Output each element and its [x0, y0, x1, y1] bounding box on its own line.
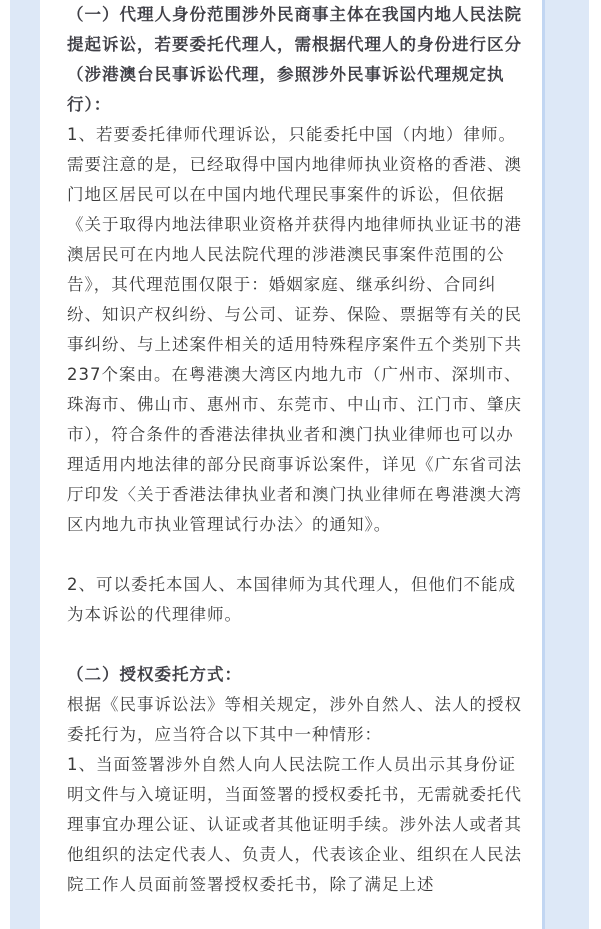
section-heading-agent-scope: （一）代理人身份范围涉外民商事主体在我国内地人民法院提起诉讼，若要委托代理人，需根据代理人的身份进行区分（涉港澳台民事诉讼代理，参照涉外民事诉讼代理规定执行）：	[67, 5, 522, 114]
paragraph-spacer	[67, 630, 523, 660]
page-margin-left	[0, 0, 10, 929]
paragraph-national-agent: 2、可以委托本国人、本国律师为其代理人，但他们不能成为本诉讼的代理律师。	[67, 575, 516, 624]
section-heading-authorization: （二）授权委托方式：	[67, 665, 242, 684]
paragraph-spacer	[67, 540, 523, 570]
paragraph-legal-basis: 根据《民事诉讼法》等相关规定，涉外自然人、法人的授权委托行为，应当符合以下其中一种情形：	[67, 695, 522, 744]
paragraph-in-person-signing: 1、当面签署涉外自然人向人民法院工作人员出示其身份证明文件与入境证明，当面签署的授权委托书，无需就委托代理事宜办理公证、认证或者其他证明手续。涉外法人或者其他组织的法定代表人、负责人，代表该企业、组织在人民法院工作人员面前签署授权委托书，除了满足上述	[67, 755, 522, 894]
article-body	[67, 0, 523, 900]
paragraph-lawyer-entrustment: 1、若要委托律师代理诉讼，只能委托中国（内地）律师。需要注意的是，已经取得中国内地律师执业资格的香港、澳门地区居民可以在中国内地代理民事案件的诉讼，但依据《关于取得内地法律职业资格并获得内地律师执业证书的港澳居民可在内地人民法院代理的涉港澳民事案件范围的公告》，其代理范围仅限于：婚姻家庭、继承纠纷、合同纠纷、知识产权纠纷、与公司、证券、保险、票据等有关的民事纠纷、与上述案件相关的适用特殊程序案件五个类别下共237个案由。在粤港澳大湾区内地九市（广州市、深圳市、珠海市、佛山市、惠州市、东莞市、中山市、江门市、肇庆市），符合条件的香港法律执业者和澳门执业律师也可以办理适用内地法律的部分民商事诉讼案件，详见《广东省司法厅印发〈关于香港法律执业者和澳门执业律师在粤港澳大湾区内地九市执业管理试行办法〉的通知》。	[67, 125, 522, 534]
page-margin-right	[589, 0, 601, 929]
